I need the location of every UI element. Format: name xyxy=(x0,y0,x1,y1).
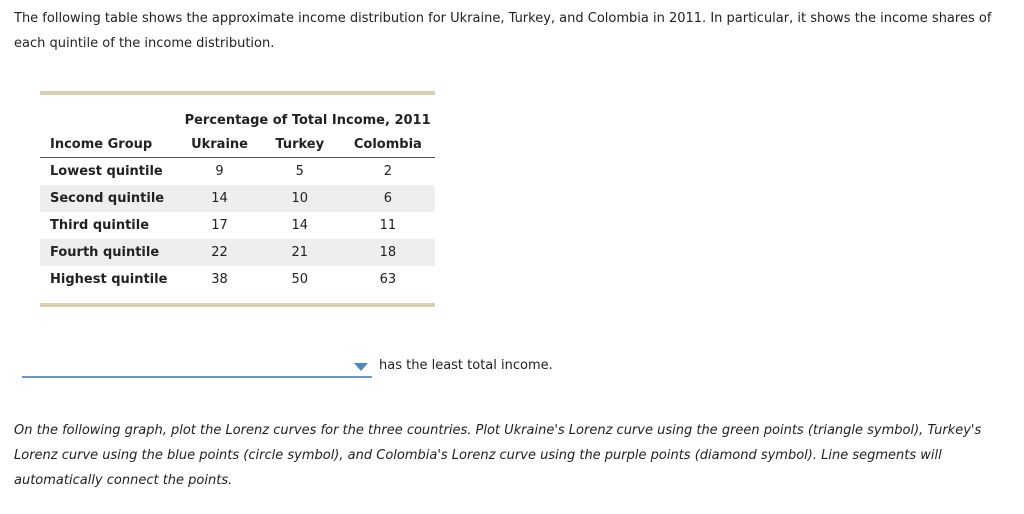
cell-colombia: 6 xyxy=(341,185,435,212)
column-header-turkey: Turkey xyxy=(259,132,341,158)
row-label: Lowest quintile xyxy=(50,164,163,179)
row-label: Second quintile xyxy=(40,185,180,212)
row-label: Third quintile xyxy=(50,218,150,233)
cell-turkey: 50 xyxy=(291,272,309,287)
dropdown-arrow-icon[interactable] xyxy=(354,363,368,371)
cell-colombia: 2 xyxy=(383,164,392,179)
table-bottom-rule xyxy=(40,303,435,307)
table-row xyxy=(40,212,435,239)
cell-turkey: 14 xyxy=(291,218,309,233)
cell-ukraine: 14 xyxy=(180,185,259,212)
country-dropdown[interactable] xyxy=(22,357,372,378)
table-super-header-row xyxy=(40,95,435,132)
column-header-colombia: Colombia xyxy=(341,132,435,158)
country-answer-row xyxy=(22,357,582,379)
cell-turkey: 5 xyxy=(295,164,304,179)
row-label: Fourth quintile xyxy=(40,239,180,266)
table-column-header-row xyxy=(40,132,435,158)
intro-paragraph: The following table shows the approximate income distribution for Ukraine, Turkey, and Colombia in 2011. In particular, it shows the income shares of each quintile of the income distribution. xyxy=(14,11,992,51)
cell-ukraine: 9 xyxy=(215,164,224,179)
super-header: Percentage of Total Income, 2011 xyxy=(184,113,431,128)
row-label: Highest quintile xyxy=(50,272,168,287)
cell-colombia: 11 xyxy=(379,218,397,233)
cell-ukraine: 38 xyxy=(211,272,228,287)
income-table xyxy=(40,95,435,293)
super-header-spacer xyxy=(40,95,180,132)
income-distribution-table xyxy=(40,91,435,307)
answer-suffix-text: has the least total income. xyxy=(379,358,553,373)
column-header-income-group: Income Group xyxy=(40,132,180,158)
column-header-ukraine: Ukraine xyxy=(180,132,259,158)
lorenz-instructions: On the following graph, plot the Lorenz curves for the three countries. Plot Ukraine's Lorenz curve using the green points (triangle symbol), Turkey's Lorenz curve using the blue points (circle symbol), and Colombia's Lorenz curve using the purple points (diamond symbol). Line segments will automatically connect the points. xyxy=(14,423,982,488)
table-row xyxy=(40,185,435,212)
cell-turkey: 10 xyxy=(259,185,341,212)
table-row xyxy=(40,158,435,186)
cell-turkey: 21 xyxy=(259,239,341,266)
table-bottom-spacer xyxy=(40,293,435,303)
cell-ukraine: 22 xyxy=(180,239,259,266)
cell-colombia: 18 xyxy=(341,239,435,266)
cell-ukraine: 17 xyxy=(211,218,228,233)
table-row xyxy=(40,266,435,293)
cell-colombia: 63 xyxy=(379,272,397,287)
table-row xyxy=(40,239,435,266)
